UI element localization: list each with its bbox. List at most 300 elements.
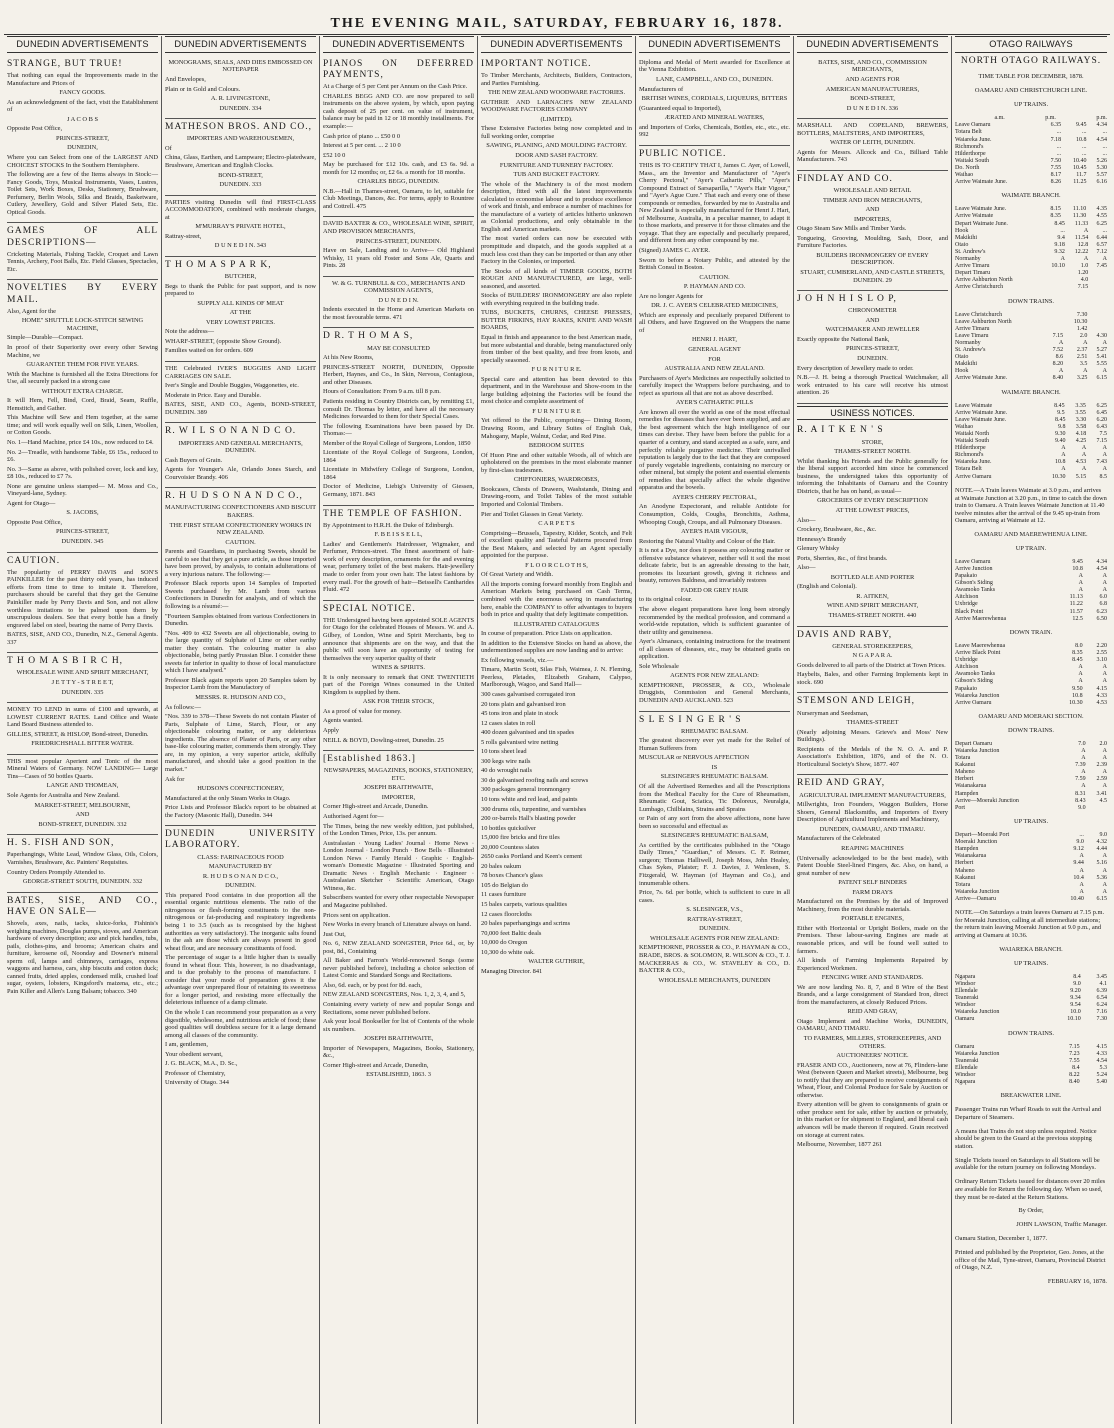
station-name: Arrive Waimate June. [955, 375, 1008, 382]
ad-line: Where you can Select from one of the LARGEST AND CHOICEST STOCKS In the Southern Hemisphere. [7, 153, 158, 169]
departure-time: A [1079, 881, 1084, 888]
departure-time: 6.39 [1096, 987, 1107, 994]
ad-line: IS [711, 763, 718, 771]
departure-time: ... [1056, 150, 1062, 157]
departure-time: 7.39 [1075, 762, 1086, 769]
ad-line: CAUTION. [225, 538, 256, 546]
ad-headline: REID AND GRAY, [797, 778, 886, 789]
ad-line: 300 drums oils, turpentine, and varnishes [481, 805, 587, 813]
departure-time: A [1079, 853, 1084, 860]
ad-line: R. H U D S O N A N D C O., [202, 872, 279, 880]
departure-time: 11.13 [1069, 594, 1083, 601]
timetable-up [955, 122, 1107, 186]
station-name: Arrive Oamaru [955, 473, 992, 480]
column-header: DUNEDIN ADVERTISEMENTS [639, 36, 790, 53]
departure-time: 3.55 [1075, 409, 1086, 416]
ad-line: Containing every variety of new and popular Songs and Recitations, some never published before. [323, 1001, 474, 1016]
departure-time [1044, 326, 1064, 333]
timetable-depart [955, 221, 1107, 292]
ad-line: Ask your local Bookseller for list of Contents of the whole six numbers. [323, 1018, 474, 1033]
station-name: Hampden [955, 846, 979, 853]
advertisement [165, 56, 316, 119]
station-name: Awamoko Tanks [955, 587, 996, 594]
departure-time: 10.40 [1072, 157, 1087, 164]
ad-line: Opposite Post Office, [7, 518, 63, 526]
column-header: DUNEDIN ADVERTISEMENTS [797, 36, 948, 53]
ad-line: No. 3—Same as above, with polished cover, lock and key, £8 10s., reduced to £7 7s. [7, 465, 158, 481]
departure-time: 7.23 [1069, 1050, 1080, 1057]
departure-time: 7.16 [1096, 1009, 1107, 1016]
ad-line: Ports, Sherries, &c., of first brands. [797, 554, 888, 562]
ad-line: RHEUMATIC BALSAM. [680, 727, 749, 735]
ad-line: GEORGE-STREET SOUTH, DUNEDIN. 332 [22, 878, 143, 886]
station-name: Ngapara [955, 973, 976, 980]
ad-line: As follows:— [165, 703, 202, 711]
departure-time: A [1058, 368, 1064, 375]
departure-time: 6.8 [1099, 601, 1107, 608]
ad-line: PRINCES-STREET, DUNEDIN. [355, 237, 442, 245]
station-name: Gibson's Siding [955, 678, 993, 685]
timetable-row [955, 256, 1107, 263]
ad-line: WATER OF LEITH, DUNEDIN. [829, 139, 916, 147]
ad-line: The following are a few of the Items always in Stock:— Fancy Goods, Toys, Musical Instruments, Vases, Lustres, Toilet Sets, Work Boxes, Desks, Stationery, Brushware, Perfumery, Berlin Wools, Silks and Braids, Basketware, Cutlery, Jewellery, Gold and Silver Plated Sets, Etc. Optical Goods. [7, 171, 158, 216]
rail-subsection: UP TRAIN. [1015, 545, 1047, 553]
timetable-row [955, 798, 1107, 805]
departure-time: 7.15 [1052, 332, 1064, 339]
departure-time: 5.27 [1096, 347, 1107, 354]
advertisement [7, 755, 158, 835]
station-name: Depart—Moeraki Port [955, 832, 1010, 839]
rail-byorder: By Order, [1018, 1207, 1044, 1215]
ad-line: SUPPLY ALL KINDS OF MEAT [197, 299, 284, 307]
departure-time: 10.40 [1070, 895, 1084, 902]
timetable-row [955, 242, 1107, 249]
ad-line: GENERAL AGENT [688, 346, 741, 354]
departure-time: A [1060, 255, 1065, 262]
station-name: Hook [955, 368, 969, 375]
ad-line: 12 cases floorcloths [481, 910, 532, 918]
ad-line: And Envelopes, [165, 75, 206, 83]
ad-line: WALTER GUTHRIE, [528, 958, 585, 966]
ad-line: Of [165, 144, 172, 152]
timetable-row [955, 375, 1107, 382]
departure-time: 4.35 [1096, 206, 1107, 213]
ad-line: It is not a Dye, nor does it possess any colouring matter or offensive substance whatever, neither will it soil the most delicate fabric, but is an agreeable dressing to the hair, promotes its luxuriant growth, giving it richness and beauty, removes Baldness, and invariably restores [639, 547, 790, 585]
station-name: Uxbridge [955, 657, 978, 664]
timetable-maerewhenua-up [955, 559, 1107, 623]
advertisement [797, 627, 948, 694]
ad-line: BRITISH WINES, CORDIALS, LIQUEURS, BITTERS [641, 95, 788, 103]
station-name: St. Andrew's [955, 248, 986, 255]
timetable-row [955, 1002, 1107, 1009]
departure-time: A [1078, 678, 1083, 685]
station-name: Waitaki South [955, 157, 990, 164]
ad-line: AND AGENTS FOR [845, 75, 900, 83]
departure-time: A [1081, 783, 1086, 790]
departure-time: 4.33 [1096, 1050, 1107, 1057]
departure-time: 7.0 [1078, 741, 1086, 747]
advertisement [7, 223, 158, 280]
timetable-row [955, 741, 1107, 748]
timetable-row [955, 609, 1107, 616]
rail-subsection: UP TRAINS. [1013, 959, 1049, 967]
departure-time: A [1102, 755, 1107, 762]
departure-time: A [1081, 466, 1087, 473]
departure-time: A [1078, 587, 1083, 594]
ad-line: S. JACOBS, [66, 509, 99, 517]
station-name: Port [955, 804, 966, 811]
ad-line: Agents for Younger's Ale, Orlando Jones Starch, and Courvoisier Brandy. 406 [165, 466, 316, 481]
ad-line: LANE, CAMPBELL, AND CO., DUNEDIN. [656, 75, 773, 83]
departure-time: 6.50 [1096, 615, 1107, 622]
ad-line: Millwrights, Iron Founders, Waggon Builders, Horse Shoers, General Blacksmiths, and Importers of Every Description of Agricultural Implements and Machinery, [797, 801, 948, 824]
station-name: Waiareka Junction [955, 1050, 1000, 1057]
station-name: Hook [955, 227, 969, 234]
ad-line: Simple—Durable—Compact. [7, 334, 84, 342]
ad-line: As an acknowledgment of the fact, visit the Establishment of [7, 98, 158, 114]
timetable-row [955, 868, 1107, 875]
timetable-row [955, 755, 1107, 762]
station-name: Leave Oamaru [955, 559, 991, 565]
ad-line: This prepared Food contains in due proportion all the essential organic nutritious elements. The ratio of the nitrogenous or flesh-forming constituents to the non-nitrogenous or fat-producing and respiratory ingredients being 1 to 3.5 (such as is recognised by the highest authorities as very satisfactory). The inorganic salts found in the ash are those which are always present in good wheat flour, and are necessary constituents of food. [165, 891, 316, 952]
ad-headline: FINDLAY AND CO. [797, 173, 893, 184]
ad-line: and Importers of Corks, Chemicals, Bottles, etc., etc., etc. 992 [639, 123, 790, 139]
ad-line: Goods delivered to all parts of the District at Town Prices. [797, 661, 946, 669]
departure-time: 7.30 [1076, 311, 1088, 318]
departure-time: 11.33 [1074, 220, 1089, 227]
departure-time: 2.20 [1096, 643, 1107, 650]
departure-time: A [1081, 755, 1086, 762]
ad-line: BATES, SISE, AND CO., Dunedin, N.Z., General Agents. 337 [7, 631, 158, 646]
ad-line: (LIMITED). [540, 115, 573, 123]
station-name: Depart Timaru [955, 270, 991, 277]
station-name: Totara [955, 755, 971, 762]
ad-line: R. AITKEN, [856, 592, 889, 600]
departure-time: 9.20 [1070, 987, 1081, 994]
ad-line: Licentiate in Midwifery College of Surgeons, London, 1864 [323, 466, 474, 481]
timetable-row [955, 474, 1107, 481]
timetable-maerewhenua-down [955, 643, 1107, 707]
ad-line: JOSEPH BRAITHWAITE, [363, 1035, 434, 1043]
departure-time: 11.57 [1069, 608, 1083, 615]
ad-line: Restoring the Natural Vitality and Colour of the Hair. [639, 537, 776, 545]
ad-headline: H. S. FISH AND SON, [7, 838, 115, 849]
station-name: Waitaki North [955, 431, 990, 438]
ad-line: FRASER AND CO., Auctioneers, now at 76, Flinders-lane West (between Queen and Market streets), Melbourne, beg to notify that they are prepared to receive consignments of Wheat, Flour, and Colonial Produce for Sale by Auction or otherwise. [797, 1061, 948, 1099]
ad-line: AMERICAN MANUFACTURERS, [825, 85, 920, 93]
ad-headline: R. W I L S O N A N D C O. [165, 426, 297, 437]
ad-line: Also— [797, 516, 816, 524]
ad-line: 20 tons plain and galvanised iron [481, 700, 566, 708]
column-7-railways [952, 36, 1110, 1424]
ad-line: With the Machine is furnished all the Extra Directions for Use, all securely packed in a strong case [7, 370, 158, 386]
ad-line: On the whole I can recommend your preparation as a very digestible, wholesome, and nutritious article of food; these good qualities will doubtless secure for it a large demand among all classes of the community. [165, 1009, 316, 1039]
ad-line: Are no longer Agents for [639, 292, 703, 300]
departure-time: 9.0 [1076, 839, 1084, 846]
departure-time [1088, 277, 1107, 284]
ad-line: Apply [323, 726, 339, 734]
ad-line: FENCING WIRE AND STANDARDS. [821, 974, 924, 982]
timetable-row [955, 988, 1107, 995]
ad-line: 11 cases furniture [481, 891, 527, 899]
advertisement [165, 119, 316, 195]
rail-subsection: WAIMATE BRANCH. [1001, 192, 1061, 200]
ad-line: Are known all over the world as one of the most effectual remedies for diseases that have ever been supplied, and are the best agreement which the high intelligence of our times can devise. They have been before the public for a quarter of a century, and stand accepted as a safe, sure, and perfectly reliable purgative medicine. Their unrivalled reputation is largely due to the fact that they are composed of purely vegetable ingredients, containing no mercury or other mineral, but simply the potent and essential elements of remedies that specially affect the whole digestive apparatus and the bowels. [639, 408, 790, 492]
rail-subsection: DOWN TRAINS. [1007, 1029, 1055, 1037]
imprint-date: FEBRUARY 16, 1878. [1047, 1278, 1107, 1286]
departure-time: 4.25 [1075, 438, 1087, 445]
ad-line: Just Out, [323, 930, 346, 938]
advertisement [797, 119, 948, 171]
station-name: Depart Oamaru [955, 741, 993, 747]
departure-time: 8.45 [1055, 416, 1066, 423]
ad-line: PRINCES-STREET NORTH, DUNEDIN, Opposite Herbert, Haynes, and Co., In Skin, Nervous, Contagious, and other Diseases. [323, 363, 474, 386]
station-name: Kakanui [955, 874, 976, 881]
departure-time: A [1079, 888, 1084, 895]
timetable-row [955, 832, 1107, 839]
advertisement [165, 362, 316, 423]
station-name: Arrive Junction [955, 566, 993, 573]
ad-headline: STRANGE, BUT TRUE! [7, 58, 123, 69]
timetable-row [955, 981, 1107, 988]
ad-line: RATTRAY-STREET, [687, 915, 742, 923]
timetable-row [955, 277, 1107, 284]
timetable-row [955, 179, 1107, 186]
ad-headline: CAUTION. [7, 555, 61, 566]
ad-line: In course of preparation. Price Lists on application. [481, 630, 613, 638]
ad-line: A. R. LIVINGSTONE, [210, 95, 271, 103]
rail-dated: Oamaru Station, December 1, 1877. [955, 1235, 1048, 1243]
advertisement [7, 893, 158, 1002]
ad-line: 15,000 fire bricks and fire tiles [481, 834, 560, 842]
departure-time: 4.54 [1096, 1057, 1107, 1064]
ad-headline: MATHESON BROS. AND CO., [165, 122, 313, 133]
departure-time: 3.35 [1075, 402, 1086, 409]
ad-line: 5 rolls galvanised wire netting [481, 738, 559, 746]
departure-time: 8.4 [1073, 973, 1081, 980]
timetable-row [955, 403, 1107, 410]
ad-line: Of all the Advertised Remedies and all the Prescriptions from the Medical Faculty for the Cure of Rheumatism, Rheumatic Gout, Sciatica, Tic Doloreux, Neuralgia, Lumbago, Chilblains, Strains and Sprains [639, 783, 790, 813]
ad-line: Glenury Whisky [797, 545, 840, 553]
ad-line: It is only necessary to remark that ONE TWENTIETH part of the Foreign Wines consumed in the United Kingdom is supplied by them. [323, 673, 474, 696]
ad-line: Paperhangings, White Lead, Window Glass, Oils, Colors, Varnishes, Brushware, &c. Painters' Requisites. [7, 851, 158, 866]
ad-line: Melbourne, November, 1877 261 [797, 1141, 883, 1149]
departure-time: 7.45 [1096, 263, 1107, 269]
ad-line: WHOLESALE AGENTS FOR NEW ZEALAND: [649, 934, 780, 942]
timetable-row [955, 995, 1107, 1002]
departure-time: 5.16 [1096, 860, 1107, 867]
ad-line: At a Charge of 5 per Cent per Annum on the Cash Price. [323, 83, 468, 91]
ad-line: Bookcases, Chests of Drawers, Washstands, Dining and Drawing-room, and Toilet Tables of the most suitable Imported and Colonial Timbers. [481, 485, 632, 508]
advertisement [639, 146, 790, 712]
departure-time: A [1102, 769, 1107, 776]
timetable-row [955, 263, 1107, 270]
station-name: Arrive Waimate June. [955, 409, 1008, 416]
ad-line: S. SLESINGER, V.S., [686, 906, 743, 914]
timetable-row [955, 452, 1107, 459]
ad-line: 10 tons sheet lead [481, 748, 527, 756]
departure-time: 9.40 [1055, 438, 1066, 445]
timetable-row [955, 616, 1107, 623]
ad-line: THE FIRST STEAM CONFECTIONERY WORKS IN NEW ZEALAND. [169, 521, 312, 537]
advertisement [323, 56, 474, 218]
timetable-row [955, 213, 1107, 220]
ad-line: Manufactured at the only Steam Works in Otago. [165, 794, 291, 802]
timetable-row [955, 1051, 1107, 1058]
departure-time: 8.26 [1050, 178, 1062, 185]
ad-line: BUTCHER, [224, 273, 257, 281]
ad-line: ÆRATED AND MINERAL WATERS, [664, 114, 765, 122]
station-name: Leave Ashburton North [955, 318, 1012, 325]
ad-line: HUDSON'S CONFECTIONERY, [197, 785, 284, 793]
ad-line: MUSCULAR or NERVOUS AFFECTION [639, 754, 750, 762]
ad-line: All the imports coming forward monthly from English and American Markets being purchased on Cash Terms, combined with the enormous saving in manufacturing here, enable the COMPANY to offer advantages to buyers both in price and quality that defy legitimate competition. [481, 580, 632, 619]
departure-time [1087, 326, 1107, 333]
ad-line: 20,000 Countess slates [481, 843, 540, 851]
ad-line: Either with Horizontal or Upright Boilers, made on the Premises. These labour-saving Engines are made at reasonable prices, and will be found well suited to farmers. [797, 924, 948, 955]
departure-time: 7.18 [1050, 136, 1062, 143]
timetable-waiareka-up [955, 974, 1107, 1024]
timetable-row [955, 206, 1107, 213]
timetable-row [955, 601, 1107, 608]
station-name: Arrive Timaru [955, 263, 990, 269]
timetable-row [955, 805, 1107, 812]
departure-time: 9.45 [1075, 122, 1087, 129]
timetable-row [955, 594, 1107, 601]
departure-time: 4.1 [1099, 980, 1107, 987]
ad-headline: MONEY TO LEND in sums of £100 and upwards, at LOWEST CURRENT RATES. Land Office and Waste Land Board Business attended to. [7, 706, 158, 729]
rail-subtitle: TIME TABLE FOR DECEMBER, 1878. [978, 73, 1084, 81]
ad-line: THE Undersigned having been appointed SOLE AGENTS for Otago for the celebrated Houses of Messrs. W. and A. Gilbey, of London, Wine and Spirit Merchants, beg to announce that shipments are on the way, and that the public will soon have an opportunity of testing for themselves the very superior quality of their [323, 616, 474, 662]
departure-time: 7.15 [1077, 284, 1089, 291]
timetable-row [955, 875, 1107, 882]
departure-time: ... [1102, 227, 1107, 234]
departure-time: 4.44 [1096, 846, 1107, 853]
ad-line: None are genuine unless stamped— M. Moss and Co., Vineyard-lane, Sydney. [7, 482, 158, 498]
ad-line: J A C O B S [66, 115, 99, 123]
timetable-row [955, 326, 1107, 333]
ad-line: (Nearly adjoining Messrs. Grieve's and Moss' New Buildings). [797, 728, 948, 744]
ad-line: THAMES-STREET NORTH. [834, 448, 911, 456]
ad-line: DUNEDIN. [225, 882, 256, 890]
station-name: Richmond's [955, 452, 984, 459]
ad-line: D U N E D I N. 343 [214, 242, 267, 250]
ad-line: AUSTRALIA AND NEW ZEALAND. [664, 365, 765, 373]
newspaper-title: THE EVENING MAIL, SATURDAY, FEBRUARY 16, 1878. [330, 16, 784, 31]
timetable-row [955, 312, 1107, 319]
departure-time: 10.4 [1073, 874, 1084, 881]
ad-headline: DAVID BAXTER & CO., WHOLESALE WINE, SPIRIT, AND PROVISION MERCHANTS, [323, 220, 474, 236]
ad-line: Every description of Jewellery made to order. [797, 364, 914, 372]
ad-line: University of Otago. 344 [165, 1079, 229, 1087]
ad-line: IMPORTER, [381, 793, 416, 801]
departure-time: 8.45 [1054, 220, 1065, 227]
ad-headline: THE Celebrated IVER'S BUGGIES AND LIGHT CARRIAGES ON SALE. [165, 365, 316, 380]
advertisement [797, 171, 948, 291]
ad-line: BOND-STREET, [850, 95, 895, 103]
timetable-row [955, 664, 1107, 671]
timetable-row [955, 354, 1107, 361]
ad-line: WATCHMAKER AND JEWELLER [825, 326, 920, 334]
timetable-row [955, 137, 1107, 144]
timetable-row [955, 769, 1107, 776]
departure-time: 11.30 [1072, 213, 1087, 220]
departure-time: A [1083, 339, 1088, 346]
ad-line: KEMPTHORNE, PROSSER, & CO., Wholesale Druggists, Commission and General Merchants, DUNEDIN AND AUCKLAND. 523 [639, 681, 790, 704]
ad-line: 20 bales paperhangings and scrims [481, 920, 571, 928]
advertisement [323, 506, 474, 601]
ad-line: 300 packages general ironmongery [481, 786, 571, 794]
ad-line: Families waited on for orders. 609 [165, 347, 254, 355]
departure-time: A [1081, 445, 1087, 452]
station-name: Arrive—Moeraki Junction [955, 797, 1019, 804]
ad-line: GUARANTEE THEM FOR FIVE YEARS. [26, 361, 139, 369]
timetable-row [955, 235, 1107, 242]
ad-line: VERY LOWEST PRICES. [205, 318, 276, 326]
ad-headline: MARSHALL AND COPELAND, BREWERS, BOTTLERS, MALTSTERS, AND IMPORTERS, [797, 122, 948, 137]
station-name: Windsor [955, 1002, 976, 1009]
departure-time: A [1102, 853, 1107, 860]
timetable-row [955, 122, 1107, 129]
newspaper-columns [4, 36, 1110, 1424]
departure-time: p.m. [1096, 115, 1107, 122]
ad-line: Otago Steam Saw Mills and Timber Yards. [797, 225, 907, 233]
ad-line: New Works in every branch of Literature always on hand. [323, 921, 472, 929]
ad-line: That nothing can equal the Improvements made in the Manufacture and Prices of [7, 72, 158, 87]
advertisement [323, 328, 474, 505]
departure-time: 7.15 [1096, 438, 1107, 445]
station-name: Leave Waimate June. [955, 206, 1007, 213]
ad-line: Yet offered to the Public, comprising— Dining Room, Drawing Room, and Library Suites of English Oak, Mahogany, Maple, Walnut, Cedar, and Red Pine. [481, 417, 632, 440]
departure-time: 6.23 [1096, 608, 1107, 615]
departure-time: 3.30 [1075, 416, 1087, 423]
departure-time: 6.25 [1096, 402, 1107, 409]
ad-line: M'MURRAY'S PRIVATE HOTEL, [195, 223, 286, 231]
ad-line: HENRI J. HART, [692, 336, 737, 344]
departure-time: A [1102, 368, 1107, 375]
ad-line: WHOLESALE WINE AND SPIRIT MERCHANT, [16, 669, 149, 677]
ad-line: Patients residing in Country Districts can, by remitting £1, consult Dr. Thomas by letter, and have all the necessary Medicines forwarded to them for their Special Cases. [323, 397, 474, 421]
ad-line: The following Examinations have been passed by Dr. Thomas:— [323, 422, 474, 438]
ad-line: Special care and attention has been devoted to this department, and in the Warehouse and Show-room in the large building adjoining the Factories will be found the most choice and complete assortment of [481, 375, 632, 406]
timetable-row [955, 144, 1107, 151]
station-name: Otaio [955, 241, 969, 248]
ad-headline: R. H U D S O N A N D C O., [165, 491, 303, 502]
departure-time: 3.10 [1096, 657, 1107, 664]
station-name: Aitchison [955, 594, 979, 601]
timetable-row [955, 333, 1107, 340]
advertisement [639, 712, 790, 991]
ad-headline: Diploma and Medal of Merit awarded for Excellence at the Vienna Exhibition. [639, 58, 790, 74]
timetable-row [955, 650, 1107, 657]
rail-note: Ordinary Return Tickets issued for distances over 20 miles are available for Return the following day. When so used, they must be re-dated at the Return Stations. [955, 1178, 1106, 1201]
station-name: Leave Timaru [955, 332, 989, 339]
ad-line: Also, Agent for the [7, 307, 56, 315]
ad-headline: IMPORTANT NOTICE. [481, 58, 592, 69]
ad-line: Stocks of BUILDERS' IRONMONGERY are also replete with everything required in the building trade. [481, 292, 632, 307]
timetable-row [955, 693, 1107, 700]
timetable-row [955, 466, 1107, 473]
departure-time: 9.32 [1054, 248, 1065, 255]
ad-line: Authorised Agent for— [323, 813, 384, 820]
ad-line: No. 6, NEW ZEALAND SONGSTER, Price 6d., or, by post, 8d., Containing [323, 940, 474, 955]
rail-section: OAMARU AND MAEREWHENUA LINE. [974, 531, 1088, 539]
departure-time: 3.41 [1096, 790, 1107, 797]
station-name: Arrive—Oamaru [955, 895, 996, 902]
departure-time: 4.55 [1096, 213, 1107, 220]
station-name: Arrive Oamaru [955, 699, 992, 706]
timetable-row [955, 1009, 1107, 1016]
